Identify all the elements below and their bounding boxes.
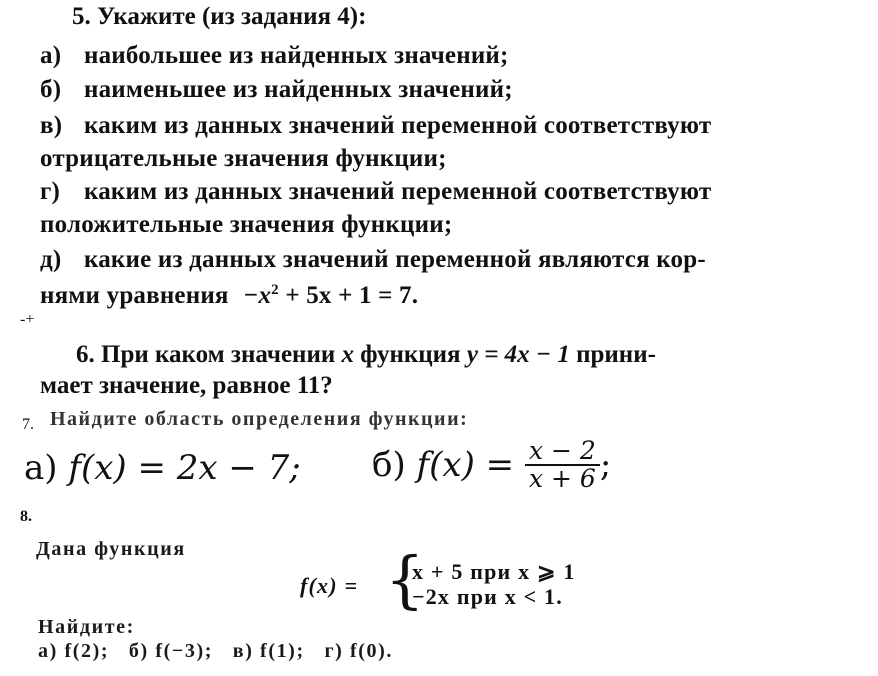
- task6-text-b: функция: [360, 341, 461, 368]
- item-label: д): [40, 246, 62, 273]
- item-text: наибольшее из найденных значений;: [84, 42, 509, 69]
- item-text: каким из данных значений переменной соответствуют: [84, 112, 712, 139]
- item-text: какие из данных значений переменной являются кор-: [84, 246, 706, 273]
- equation-prefix: нями уравнения: [40, 282, 229, 309]
- task5-item-a: [40, 41, 509, 71]
- task5-item-v: [40, 111, 711, 141]
- task5-item-v-cont: [40, 144, 447, 174]
- equation-lhs: −x: [243, 282, 272, 309]
- task8-brace: {: [385, 543, 425, 616]
- item-label: г): [40, 178, 61, 205]
- task6-line2: мает значение, равное 11?: [40, 372, 333, 399]
- part-b-end: ;: [599, 445, 612, 485]
- task6-line1: [76, 339, 656, 371]
- part-a-label: а): [24, 448, 58, 488]
- part-b-fraction: [525, 438, 600, 492]
- task6-number: 6.: [76, 341, 95, 368]
- task5-item-g-cont: [40, 210, 452, 240]
- task8-case1: x + 5 при x ⩾ 1: [412, 559, 576, 584]
- task8-number: 8.: [20, 508, 32, 525]
- item-text: отрицательные значения функции;: [40, 145, 447, 172]
- part-a-formula: f(x) = 2x − 7;: [68, 448, 301, 488]
- task8-parts: а) f(2); б) f(−3); в) f(1); г) f(0).: [38, 640, 394, 662]
- task5-item-g: [40, 177, 711, 207]
- equation-power: 2: [271, 282, 279, 298]
- stray-mark: -+: [20, 311, 35, 328]
- task7-part-a: [24, 448, 301, 488]
- task5-item-b: [40, 75, 513, 105]
- item-text: положительные значения функции;: [40, 211, 453, 238]
- part-b-lhs: f(x) =: [416, 445, 515, 485]
- fraction-numerator: x − 2: [525, 438, 600, 466]
- task8-func-lhs: f(x) =: [300, 573, 359, 598]
- task5-title: 5. Укажите (из задания 4):: [72, 3, 367, 30]
- fraction-denominator: x + 6: [528, 464, 596, 493]
- item-label: а): [40, 42, 62, 69]
- item-text: наименьшее из найденных значений;: [84, 76, 513, 103]
- item-label: б): [40, 76, 62, 103]
- task6-text-a: При каком значении: [101, 341, 336, 368]
- task7-title: Найдите область определения функции:: [50, 408, 469, 430]
- task6-var: x: [341, 341, 355, 368]
- item-text: каким из данных значений переменной соответствуют: [84, 178, 712, 205]
- task7-part-b: [372, 438, 611, 492]
- task6-text-c: прини-: [576, 341, 656, 368]
- equation-rest: + 5x + 1 = 7.: [285, 282, 419, 309]
- task7-number: 7.: [22, 416, 34, 433]
- task8-find: Найдите:: [38, 616, 135, 638]
- task5-item-d-cont: [40, 281, 418, 311]
- task8-given: Дана функция: [36, 538, 186, 560]
- task5-item-d: [40, 245, 706, 275]
- item-label: в): [40, 112, 63, 139]
- part-b-label: б): [372, 445, 406, 485]
- task8-case2: −2x при x < 1.: [412, 584, 563, 609]
- task6-func: y = 4x − 1: [466, 341, 570, 368]
